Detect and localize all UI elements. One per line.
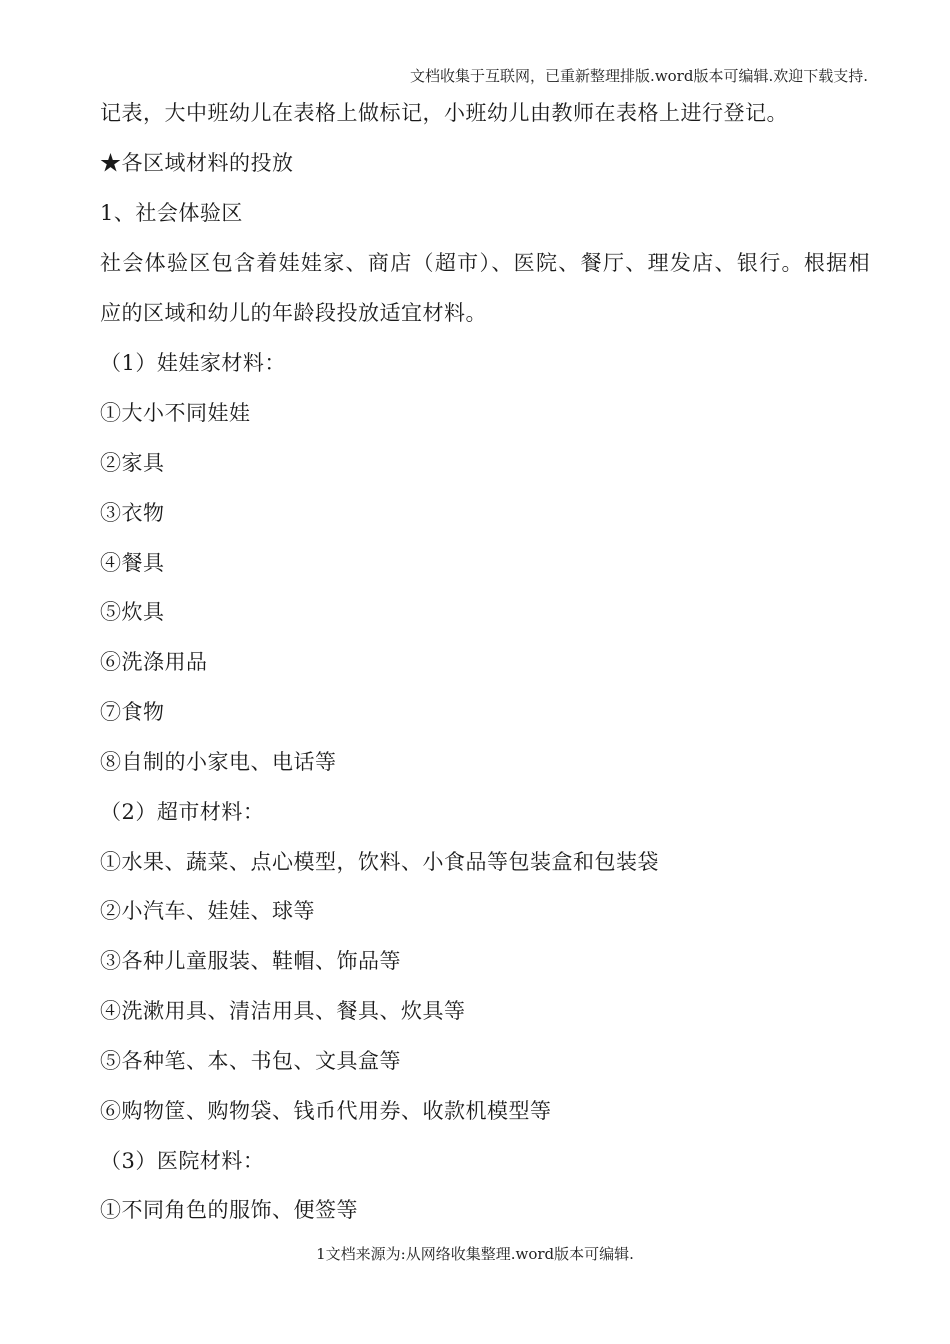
list-item: ①水果、蔬菜、点心模型，饮料、小食品等包装盒和包装袋	[100, 850, 659, 874]
list-item: ①不同角色的服饰、便签等	[100, 1198, 358, 1222]
paragraph-line-social-area-1: 社会体验区包含着娃娃家、商店（超市）、医院、餐厅、理发店、银行。根据相	[100, 251, 870, 275]
list-item: ⑤各种笔、本、书包、文具盒等	[100, 1049, 401, 1073]
list-heading-supermarket: （2）超市材料：	[100, 800, 265, 824]
list-item: ⑤炊具	[100, 600, 165, 624]
list-item: ⑦食物	[100, 700, 165, 724]
list-item: ⑥洗涤用品	[100, 650, 208, 674]
list-item: ⑧自制的小家电、电话等	[100, 750, 337, 774]
paragraph-line-continuation: 记表，大中班幼儿在表格上做标记，小班幼儿由教师在表格上进行登记。	[100, 101, 788, 125]
list-item: ③各种儿童服装、鞋帽、饰品等	[100, 949, 401, 973]
header-note: 文档收集于互联网，已重新整理排版.word版本可编辑.欢迎下载支持.	[410, 67, 868, 85]
list-heading-hospital: （3）医院材料：	[100, 1149, 265, 1173]
subsection-heading-social-area: 1、社会体验区	[100, 201, 243, 225]
paragraph-line-social-area-2: 应的区域和幼儿的年龄段投放适宜材料。	[100, 301, 487, 325]
list-item: ②小汽车、娃娃、球等	[100, 899, 315, 923]
list-heading-doll-house: （1）娃娃家材料：	[100, 351, 286, 375]
list-item: ③衣物	[100, 501, 165, 525]
list-item: ④洗漱用具、清洁用具、餐具、炊具等	[100, 999, 466, 1023]
list-item: ①大小不同娃娃	[100, 401, 251, 425]
section-heading-materials: ★各区域材料的投放	[100, 151, 294, 175]
list-item: ⑥购物筐、购物袋、钱币代用券、收款机模型等	[100, 1099, 552, 1123]
footer-note: 1文档来源为:从网络收集整理.word版本可编辑.	[316, 1245, 634, 1263]
list-item: ④餐具	[100, 551, 165, 575]
list-item: ②家具	[100, 451, 165, 475]
